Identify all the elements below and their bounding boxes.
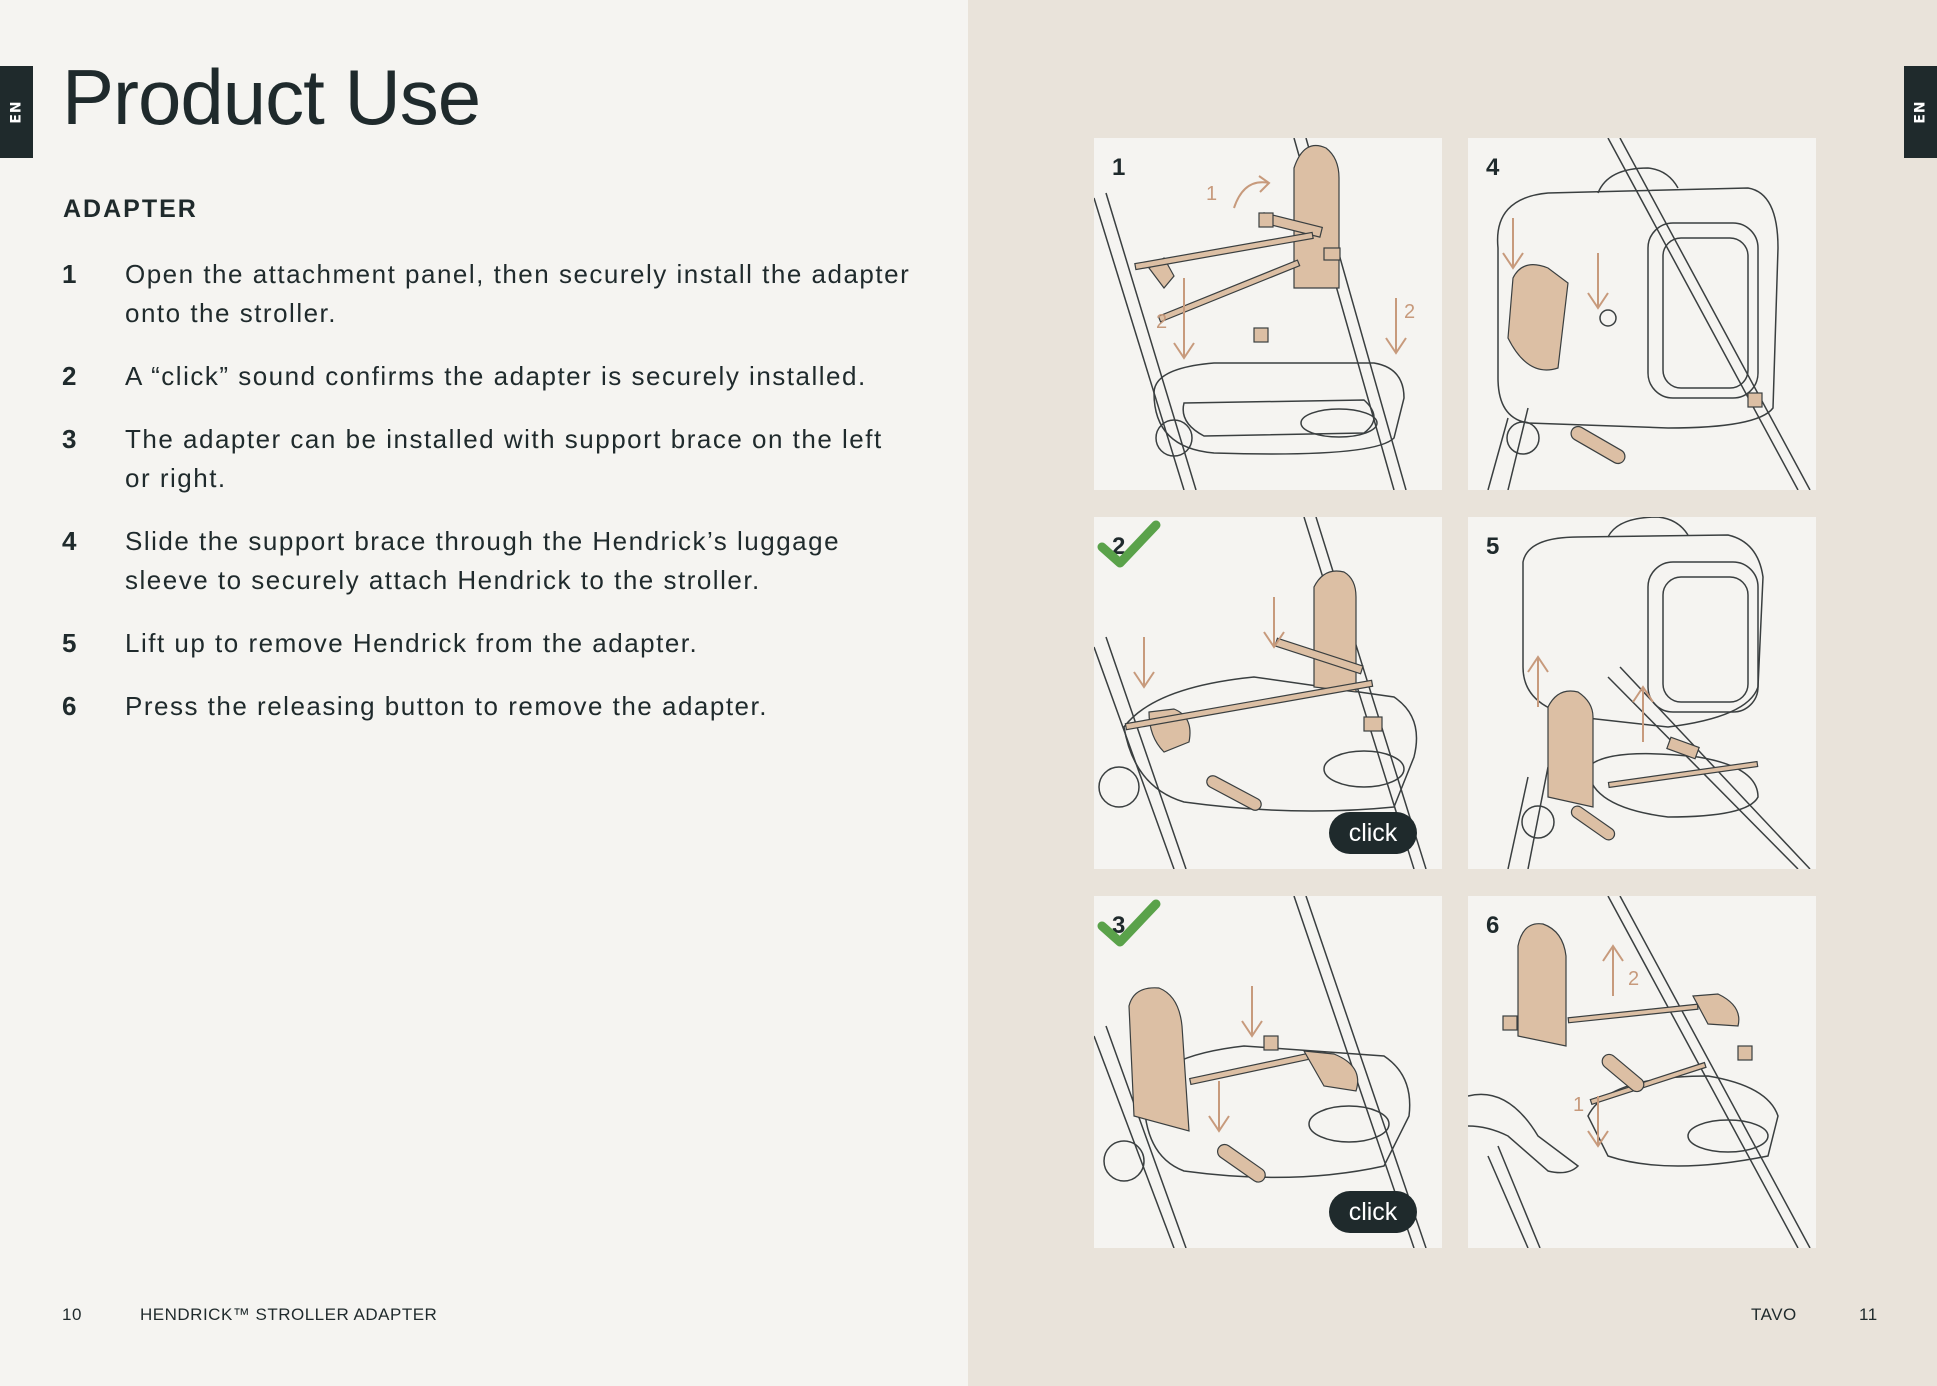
- click-badge: click: [1329, 812, 1417, 854]
- sub-step-marker: 2: [1628, 968, 1640, 990]
- step-item: [62, 522, 912, 600]
- step-item: [62, 420, 912, 498]
- illustration-number: 6: [1486, 912, 1500, 939]
- step-item: [62, 624, 912, 663]
- illustration-panel-6: [1468, 896, 1816, 1248]
- step-text: Press the releasing button to remove the adapter.: [125, 691, 768, 721]
- step-number: 2: [62, 361, 77, 391]
- language-tab-right: [1904, 66, 1937, 158]
- bag-attach-illustration: [1468, 138, 1816, 490]
- step-item: [62, 357, 912, 396]
- step-number: 5: [62, 628, 77, 658]
- step-item: [62, 255, 912, 333]
- illustration-panel-5: [1468, 517, 1816, 869]
- step-number: 6: [62, 691, 77, 721]
- page-number-left: 10: [62, 1305, 82, 1324]
- right-page: [968, 0, 1937, 1386]
- step-number: 4: [62, 526, 77, 556]
- step-text: A “click” sound confirms the adapter is securely installed.: [125, 361, 867, 391]
- page-number-right: 11: [1859, 1305, 1878, 1324]
- section-heading: ADAPTER: [63, 195, 198, 223]
- illustration-panel-2: [1094, 517, 1442, 869]
- step-text: Lift up to remove Hendrick from the adapter.: [125, 628, 699, 658]
- left-page: [0, 0, 968, 1386]
- step-item: [62, 687, 912, 726]
- step-text: Open the attachment panel, then securely install the adapter onto the stroller.: [125, 259, 911, 328]
- sub-step-marker: 2: [1404, 301, 1416, 323]
- step-number: 3: [62, 424, 77, 454]
- checkmark-icon: [1094, 896, 1164, 952]
- instruction-steps: [62, 255, 912, 750]
- illustration-number: 3: [1112, 912, 1126, 939]
- bag-lift-illustration: [1468, 517, 1816, 869]
- illustration-number: 2: [1112, 533, 1126, 560]
- sub-step-marker: 1: [1573, 1094, 1585, 1116]
- product-name: HENDRICK™ STROLLER ADAPTER: [140, 1305, 438, 1324]
- language-label: EN: [8, 100, 25, 124]
- language-tab-left: [0, 66, 33, 158]
- illustration-panel-3: [1094, 896, 1442, 1248]
- stroller-adapter-install-illustration: [1094, 138, 1442, 490]
- step-text: The adapter can be installed with support brace on the left or right.: [125, 424, 883, 493]
- click-badge: click: [1329, 1191, 1417, 1233]
- step-text: Slide the support brace through the Hendrick’s luggage sleeve to securely attach Hendrick to the stroller.: [125, 526, 841, 595]
- illustration-panel-1: [1094, 138, 1442, 490]
- brand-name: TAVO: [1751, 1305, 1797, 1324]
- page-title: Product Use: [62, 53, 481, 141]
- illustration-panel-4: [1468, 138, 1816, 490]
- sub-step-marker: 1: [1206, 183, 1218, 205]
- illustration-number: 1: [1112, 154, 1126, 181]
- illustration-number: 5: [1486, 533, 1500, 560]
- adapter-release-illustration: [1468, 896, 1816, 1248]
- step-number: 1: [62, 259, 77, 289]
- checkmark-icon: [1094, 517, 1164, 573]
- language-label: EN: [1912, 100, 1929, 124]
- illustration-number: 4: [1486, 154, 1500, 181]
- sub-step-marker: 2: [1156, 311, 1168, 333]
